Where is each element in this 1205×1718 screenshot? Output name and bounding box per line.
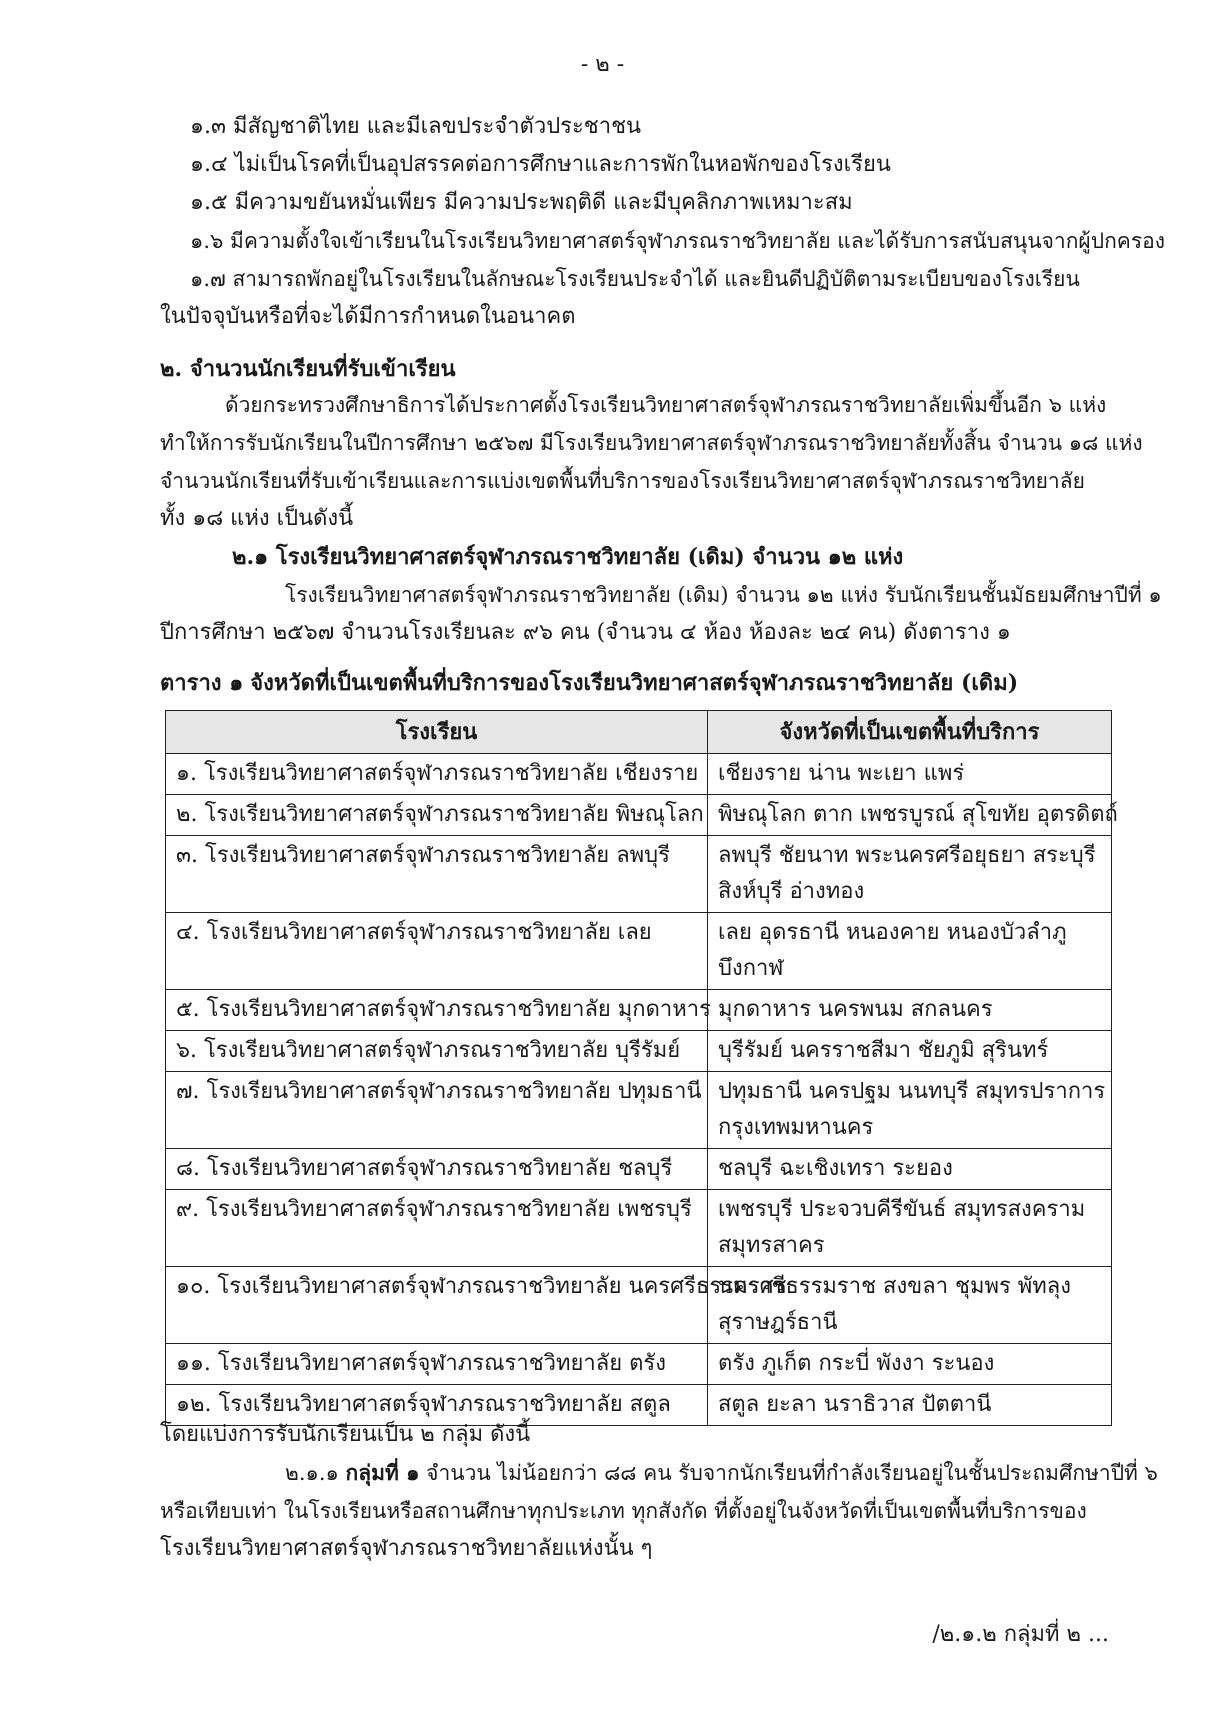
header-provinces: จังหวัดที่เป็นเขตพื้นที่บริการ	[708, 711, 1112, 754]
province-line: สมุทรสาคร	[718, 1233, 825, 1258]
province-line: ปทุมธานี นครปฐม นนทบุรี สมุทรปราการ	[718, 1079, 1106, 1104]
school-cell: ๖. โรงเรียนวิทยาศาสตร์จุฬาภรณราชวิทยาลัย บุรีรัมย์	[166, 1031, 708, 1072]
group-1-prefix: ๒.๑.๑	[285, 1461, 339, 1485]
criteria-1-4: ๑.๔ ไม่เป็นโรคที่เป็นอุปสรรคต่อการศึกษาและการพักในหอพักของโรงเรียน	[190, 152, 891, 177]
school-cell: ๒. โรงเรียนวิทยาศาสตร์จุฬาภรณราชวิทยาลัย พิษณุโลก	[166, 795, 708, 836]
header-school: โรงเรียน	[166, 711, 708, 754]
province-line: ตรัง ภูเก็ต กระบี่ พังงา ระนอง	[718, 1351, 995, 1376]
province-line: ลพบุรี ชัยนาท พระนครศรีอยุธยา สระบุรี	[718, 843, 1096, 868]
table-row	[166, 836, 1112, 913]
continuation-note: /๒.๑.๒ กลุ่มที่ ๒ ...	[932, 1622, 1109, 1647]
province-line: สุราษฎร์ธานี	[718, 1310, 838, 1335]
province-line: สตูล ยะลา นราธิวาส ปัตตานี	[718, 1392, 992, 1417]
province-line: สิงห์บุรี อ่างทอง	[718, 879, 865, 904]
table-row	[166, 1267, 1112, 1344]
table-row	[166, 1190, 1112, 1267]
table-row	[166, 795, 1112, 836]
table-caption	[160, 668, 1018, 699]
school-cell: ๑๒. โรงเรียนวิทยาศาสตร์จุฬาภรณราชวิทยาลัย สตูล	[166, 1385, 708, 1426]
school-cell: ๑. โรงเรียนวิทยาศาสตร์จุฬาภรณราชวิทยาลัย เชียงราย	[166, 754, 708, 795]
criteria-1-7-line2: ในปัจจุบันหรือที่จะได้มีการกำหนดในอนาคต	[160, 304, 576, 329]
section-2-para-line4: ทั้ง ๑๘ แห่ง เป็นดังนี้	[160, 506, 354, 531]
page-number: - ๒ -	[580, 52, 625, 77]
section-2-para-line3: จำนวนนักเรียนที่รับเข้าเรียนและการแบ่งเขตพื้นที่บริการของโรงเรียนวิทยาศาสตร์จุฬาภรณราชวิทยาลัย	[160, 469, 1085, 493]
table-header-row	[166, 711, 1112, 754]
table-row	[166, 1344, 1112, 1385]
provinces-cell	[708, 795, 1118, 836]
provinces-cell	[708, 836, 1112, 913]
table-row	[166, 1031, 1112, 1072]
criteria-1-3: ๑.๓ มีสัญชาติไทย และมีเลขประจำตัวประชาชน	[190, 114, 642, 139]
school-cell: ๕. โรงเรียนวิทยาศาสตร์จุฬาภรณราชวิทยาลัย มุกดาหาร	[166, 990, 708, 1031]
table-row	[166, 990, 1112, 1031]
group-1-line3: โรงเรียนวิทยาศาสตร์จุฬาภรณราชวิทยาลัยแห่งนั้น ๆ	[160, 1536, 653, 1561]
provinces-cell	[708, 1149, 1112, 1190]
provinces-cell	[708, 1385, 1112, 1426]
section-2-heading: ๒. จำนวนนักเรียนที่รับเข้าเรียน	[160, 356, 456, 382]
criteria-1-7-line1: ๑.๗ สามารถพักอยู่ในโรงเรียนในลักษณะโรงเรียนประจำได้ และยินดีปฏิบัติตามระเบียบของโรงเรียน	[190, 267, 1080, 291]
group-1-line1	[285, 1458, 1158, 1488]
section-2-para-line1: ด้วยกระทรวงศึกษาธิการได้ประกาศตั้งโรงเรียนวิทยาศาสตร์จุฬาภรณราชวิทยาลัยเพิ่มขึ้นอีก ๖ แห่ง	[225, 393, 1107, 417]
table-caption-text: จังหวัดที่เป็นเขตพื้นที่บริการของโรงเรียนวิทยาศาสตร์จุฬาภรณราชวิทยาลัย (เดิม)	[250, 670, 1019, 696]
group-1-line2: หรือเทียบเท่า ในโรงเรียนหรือสถานศึกษาทุกประเภท ทุกสังกัด ที่ตั้งอยู่ในจังหวัดที่เป็นเขตพื้นที่บริการของ	[160, 1499, 1087, 1523]
province-line: กรุงเทพมหานคร	[718, 1115, 874, 1140]
table-row	[166, 754, 1112, 795]
province-line: นครศรีธรรมราช สงขลา ชุมพร พัทลุง	[718, 1274, 1072, 1299]
service-area-table	[165, 710, 1118, 1426]
province-line: เชียงราย น่าน พะเยา แพร่	[718, 761, 965, 786]
school-cell: ๑๐. โรงเรียนวิทยาศาสตร์จุฬาภรณราชวิทยาลัย นครศรีธรรมราช	[166, 1267, 708, 1344]
provinces-cell	[708, 754, 1112, 795]
school-cell: ๓. โรงเรียนวิทยาศาสตร์จุฬาภรณราชวิทยาลัย ลพบุรี	[166, 836, 708, 913]
provinces-cell	[708, 1267, 1112, 1344]
provinces-cell	[708, 1072, 1112, 1149]
provinces-cell	[708, 1031, 1112, 1072]
province-line: บุรีรัมย์ นครราชสีมา ชัยภูมิ สุรินทร์	[718, 1038, 1049, 1063]
province-line: มุกดาหาร นครพนม สกลนคร	[718, 997, 993, 1022]
provinces-cell	[708, 1344, 1112, 1385]
school-cell: ๙. โรงเรียนวิทยาศาสตร์จุฬาภรณราชวิทยาลัย เพชรบุรี	[166, 1190, 708, 1267]
table-row	[166, 913, 1112, 990]
table-row	[166, 1072, 1112, 1149]
section-2-para-line2: ทำให้การรับนักเรียนในปีการศึกษา ๒๕๖๗ มีโรงเรียนวิทยาศาสตร์จุฬาภรณราชวิทยาลัยทั้งสิ้น จำนวน ๑๘ แห่ง	[160, 431, 1143, 455]
provinces-cell	[708, 913, 1112, 990]
school-cell: ๘. โรงเรียนวิทยาศาสตร์จุฬาภรณราชวิทยาลัย ชลบุรี	[166, 1149, 708, 1190]
province-line: ชลบุรี ฉะเชิงเทรา ระยอง	[718, 1156, 953, 1181]
groups-intro: โดยแบ่งการรับนักเรียนเป็น ๒ กลุ่ม ดังนี้	[160, 1422, 531, 1447]
school-cell: ๗. โรงเรียนวิทยาศาสตร์จุฬาภรณราชวิทยาลัย ปทุมธานี	[166, 1072, 708, 1149]
section-2-1-heading: ๒.๑ โรงเรียนวิทยาศาสตร์จุฬาภรณราชวิทยาลัย (เดิม) จำนวน ๑๒ แห่ง	[232, 544, 904, 570]
province-line: บึงกาฬ	[718, 956, 784, 981]
table-row	[166, 1149, 1112, 1190]
group-1-label: กลุ่มที่ ๑	[345, 1460, 420, 1485]
criteria-1-6: ๑.๖ มีความตั้งใจเข้าเรียนในโรงเรียนวิทยาศาสตร์จุฬาภรณราชวิทยาลัย และได้รับการสนับสนุนจากผู้ปกครอง	[190, 229, 1165, 253]
school-cell: ๑๑. โรงเรียนวิทยาศาสตร์จุฬาภรณราชวิทยาลัย ตรัง	[166, 1344, 708, 1385]
group-1-line1-rest: จำนวน ไม่น้อยกว่า ๘๘ คน รับจากนักเรียนที่กำลังเรียนอยู่ในชั้นประถมศึกษาปีที่ ๖	[426, 1461, 1158, 1485]
province-line: พิษณุโลก ตาก เพชรบูรณ์ สุโขทัย อุตรดิตถ์	[718, 802, 1118, 827]
provinces-cell	[708, 1190, 1112, 1267]
school-cell: ๔. โรงเรียนวิทยาศาสตร์จุฬาภรณราชวิทยาลัย เลย	[166, 913, 708, 990]
section-2-1-para-line2: ปีการศึกษา ๒๕๖๗ จำนวนโรงเรียนละ ๙๖ คน (จำนวน ๔ ห้อง ห้องละ ๒๔ คน) ดังตาราง ๑	[160, 620, 1011, 645]
province-line: เลย อุดรธานี หนองคาย หนองบัวลำภู	[718, 920, 1067, 945]
table-caption-label: ตาราง ๑	[160, 670, 244, 696]
criteria-1-5: ๑.๕ มีความขยันหมั่นเพียร มีความประพฤติดี และมีบุคลิกภาพเหมาะสม	[190, 190, 853, 215]
province-line: เพชรบุรี ประจวบคีรีขันธ์ สมุทรสงคราม	[718, 1197, 1086, 1222]
section-2-1-para-line1: โรงเรียนวิทยาศาสตร์จุฬาภรณราชวิทยาลัย (เดิม) จำนวน ๑๒ แห่ง รับนักเรียนชั้นมัธยมศึกษาปีที่ ๑	[285, 583, 1162, 607]
provinces-cell	[708, 990, 1112, 1031]
